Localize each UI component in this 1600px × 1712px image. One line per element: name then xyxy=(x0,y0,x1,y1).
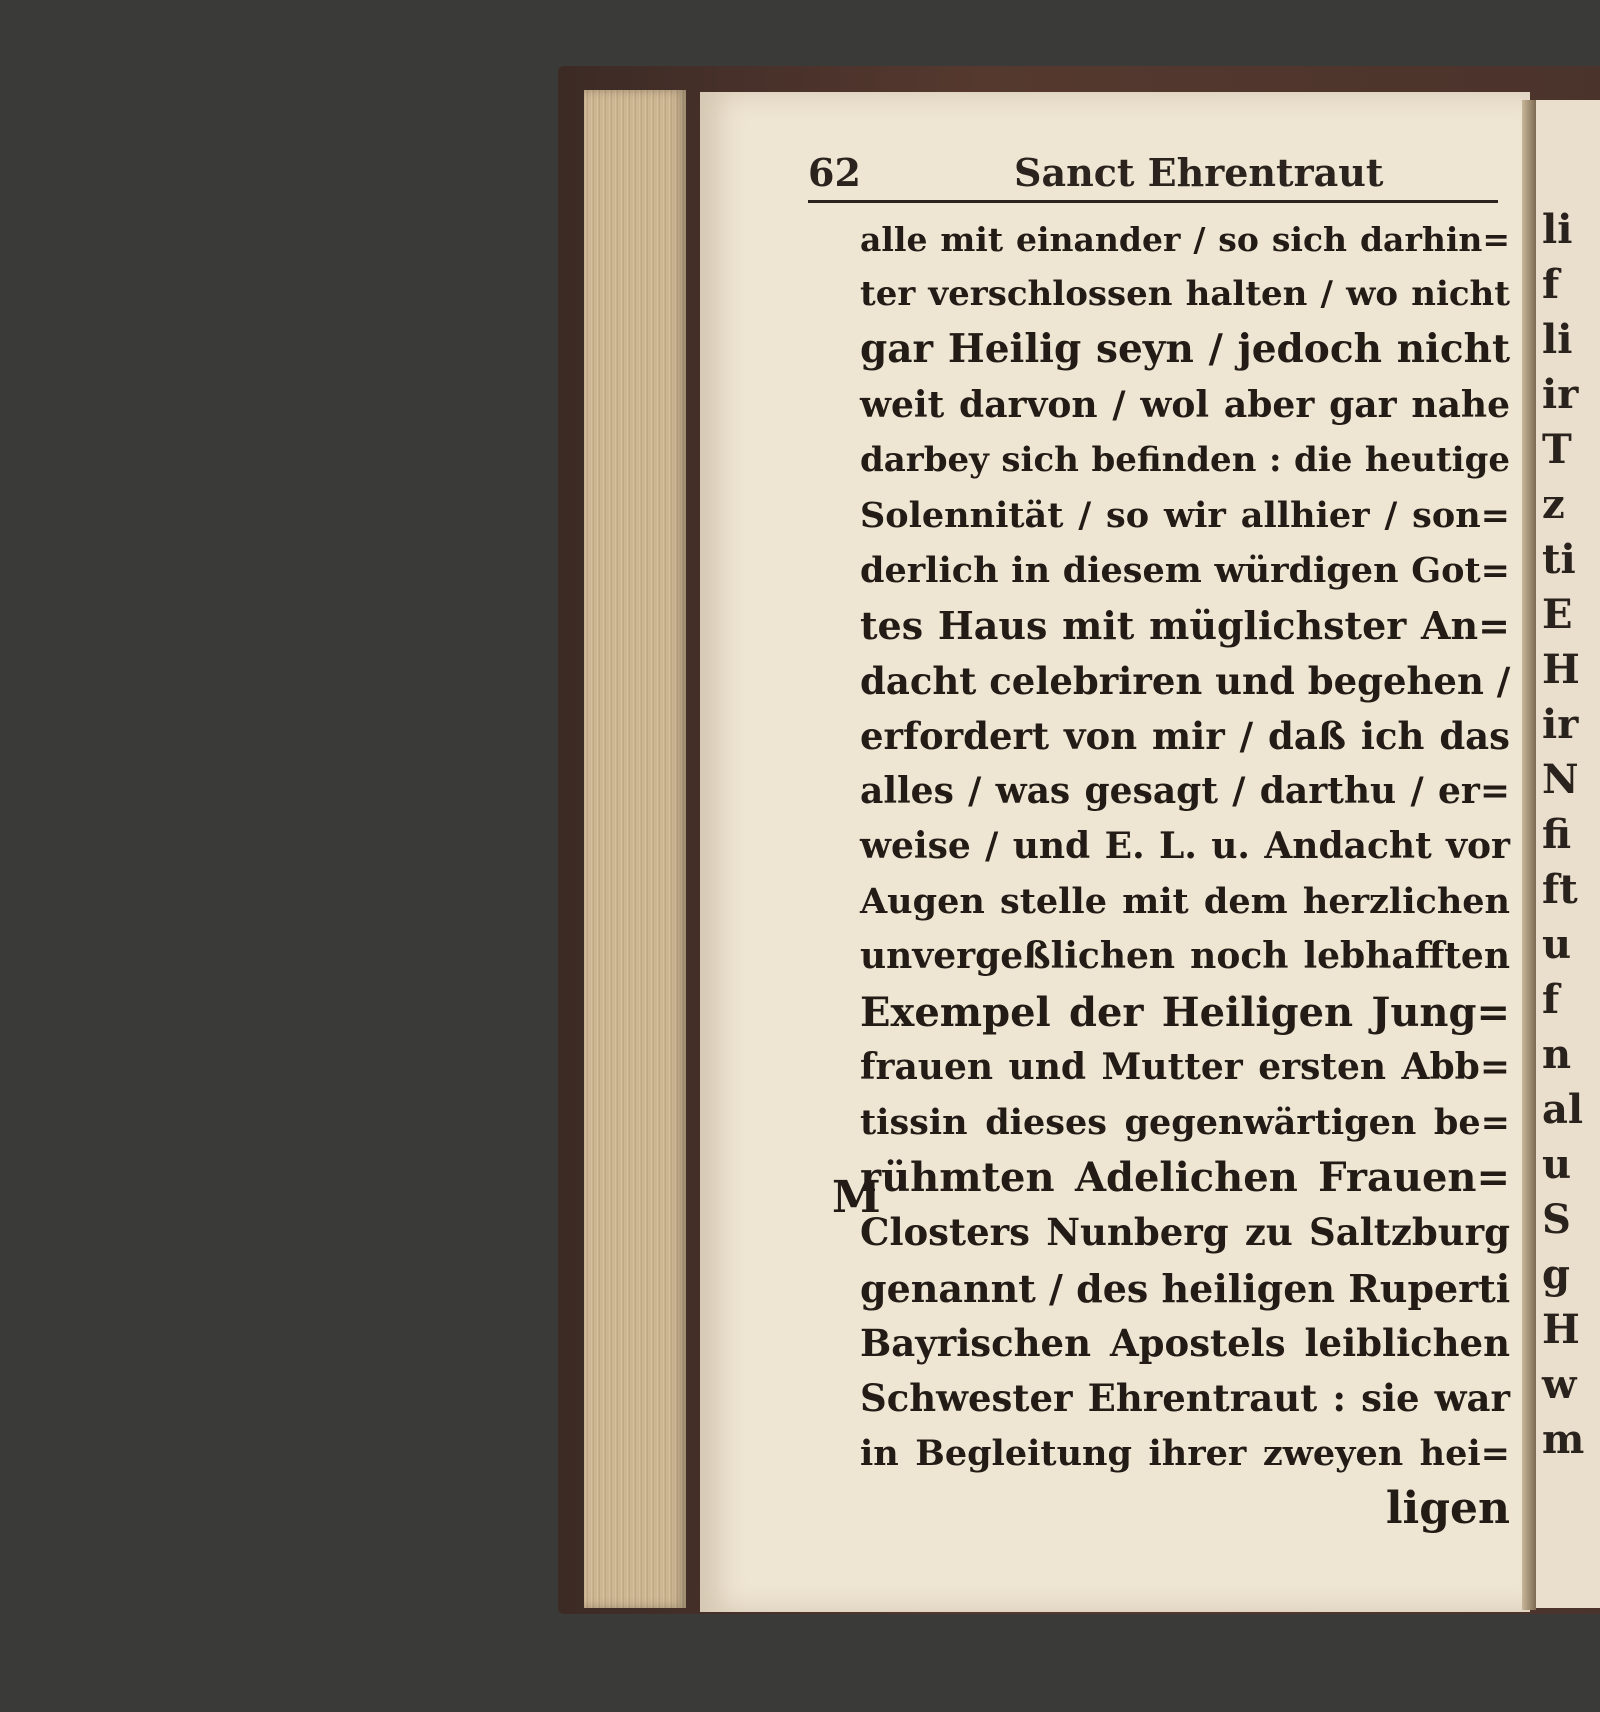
text-line: in Begleitung ihrer zweyen hei= xyxy=(860,1433,1510,1475)
facing-fragment: S xyxy=(1542,1196,1571,1243)
facing-fragment: li xyxy=(1542,316,1573,363)
text-line: gar Heilig seyn / jedoch nicht xyxy=(860,326,1510,373)
text-line: tes Haus mit müglichster An= xyxy=(860,603,1510,649)
text-line: Closters Nunberg zu Saltzburg xyxy=(860,1210,1510,1255)
text-line: genannt / des heiligen Ruperti xyxy=(860,1265,1511,1311)
facing-fragment: u xyxy=(1542,921,1572,968)
facing-fragment: E xyxy=(1542,591,1573,638)
facing-fragment: H xyxy=(1542,646,1580,693)
text-line: erfordert von mir / daß ich das xyxy=(860,713,1510,758)
facing-fragment: T xyxy=(1542,426,1572,473)
header-title: Sanct Ehrentraut xyxy=(1014,150,1384,195)
text-line: darbey sich befinden : die heutige xyxy=(860,439,1510,480)
facing-fragment: ir xyxy=(1542,701,1579,748)
facing-fragment: fi xyxy=(1542,811,1572,858)
text-line: Bayrischen Apostels leiblichen xyxy=(860,1320,1510,1365)
text-line: ligen xyxy=(1385,1483,1510,1535)
text-line: alles / was gesagt / darthu / er= xyxy=(860,769,1510,812)
body-text xyxy=(860,212,1510,1537)
facing-fragment: N xyxy=(1542,756,1579,803)
facing-fragment: ir xyxy=(1542,371,1579,418)
marginal-letter: M xyxy=(832,1172,881,1223)
text-line: weit darvon / wol aber gar nahe xyxy=(860,383,1510,426)
text-line: ter verschlossen halten / wo nicht xyxy=(860,274,1510,315)
text-line: Schwester Ehrentraut : sie war xyxy=(860,1375,1510,1420)
text-line: Exempel der Heiligen Jung= xyxy=(860,988,1510,1036)
facing-fragment: li xyxy=(1542,206,1573,253)
facing-fragment: u xyxy=(1542,1141,1572,1188)
header-rule xyxy=(808,200,1498,203)
facing-fragment: f xyxy=(1542,261,1560,308)
page-number: 62 xyxy=(808,150,861,195)
facing-fragment: m xyxy=(1542,1416,1585,1463)
facing-fragment: n xyxy=(1542,1031,1572,1078)
text-line: Solennität / so wir allhier / son= xyxy=(860,494,1510,536)
text-line: weise / und E. L. u. Andacht vor xyxy=(860,825,1510,868)
facing-fragment: al xyxy=(1542,1086,1584,1133)
facing-page xyxy=(1536,100,1600,1608)
text-line: rühmten Adelichen Frauen= xyxy=(860,1154,1510,1202)
text-line: dacht celebriren und begehen / xyxy=(860,658,1511,703)
facing-fragment: ti xyxy=(1542,536,1576,583)
text-line: derlich in diesem würdigen Got= xyxy=(860,550,1510,592)
facing-fragment: g xyxy=(1542,1251,1570,1298)
book-gutter xyxy=(1522,100,1536,1610)
text-line: alle mit einander / so sich darhin= xyxy=(860,220,1510,259)
facing-fragment: H xyxy=(1542,1306,1580,1353)
facing-fragment: f xyxy=(1542,976,1560,1023)
text-line: frauen und Mutter ersten Abb= xyxy=(860,1045,1510,1088)
text-line: unvergeßlichen noch lebhafften xyxy=(860,935,1510,978)
text-line: tissin dieses gegenwärtigen be= xyxy=(860,1102,1510,1143)
facing-fragment: w xyxy=(1542,1361,1577,1408)
running-head xyxy=(808,150,1498,206)
text-line: Augen stelle mit dem herzlichen xyxy=(860,881,1510,923)
page-edges xyxy=(584,90,686,1608)
facing-fragment: z xyxy=(1542,481,1565,528)
facing-fragment: ft xyxy=(1542,866,1578,913)
